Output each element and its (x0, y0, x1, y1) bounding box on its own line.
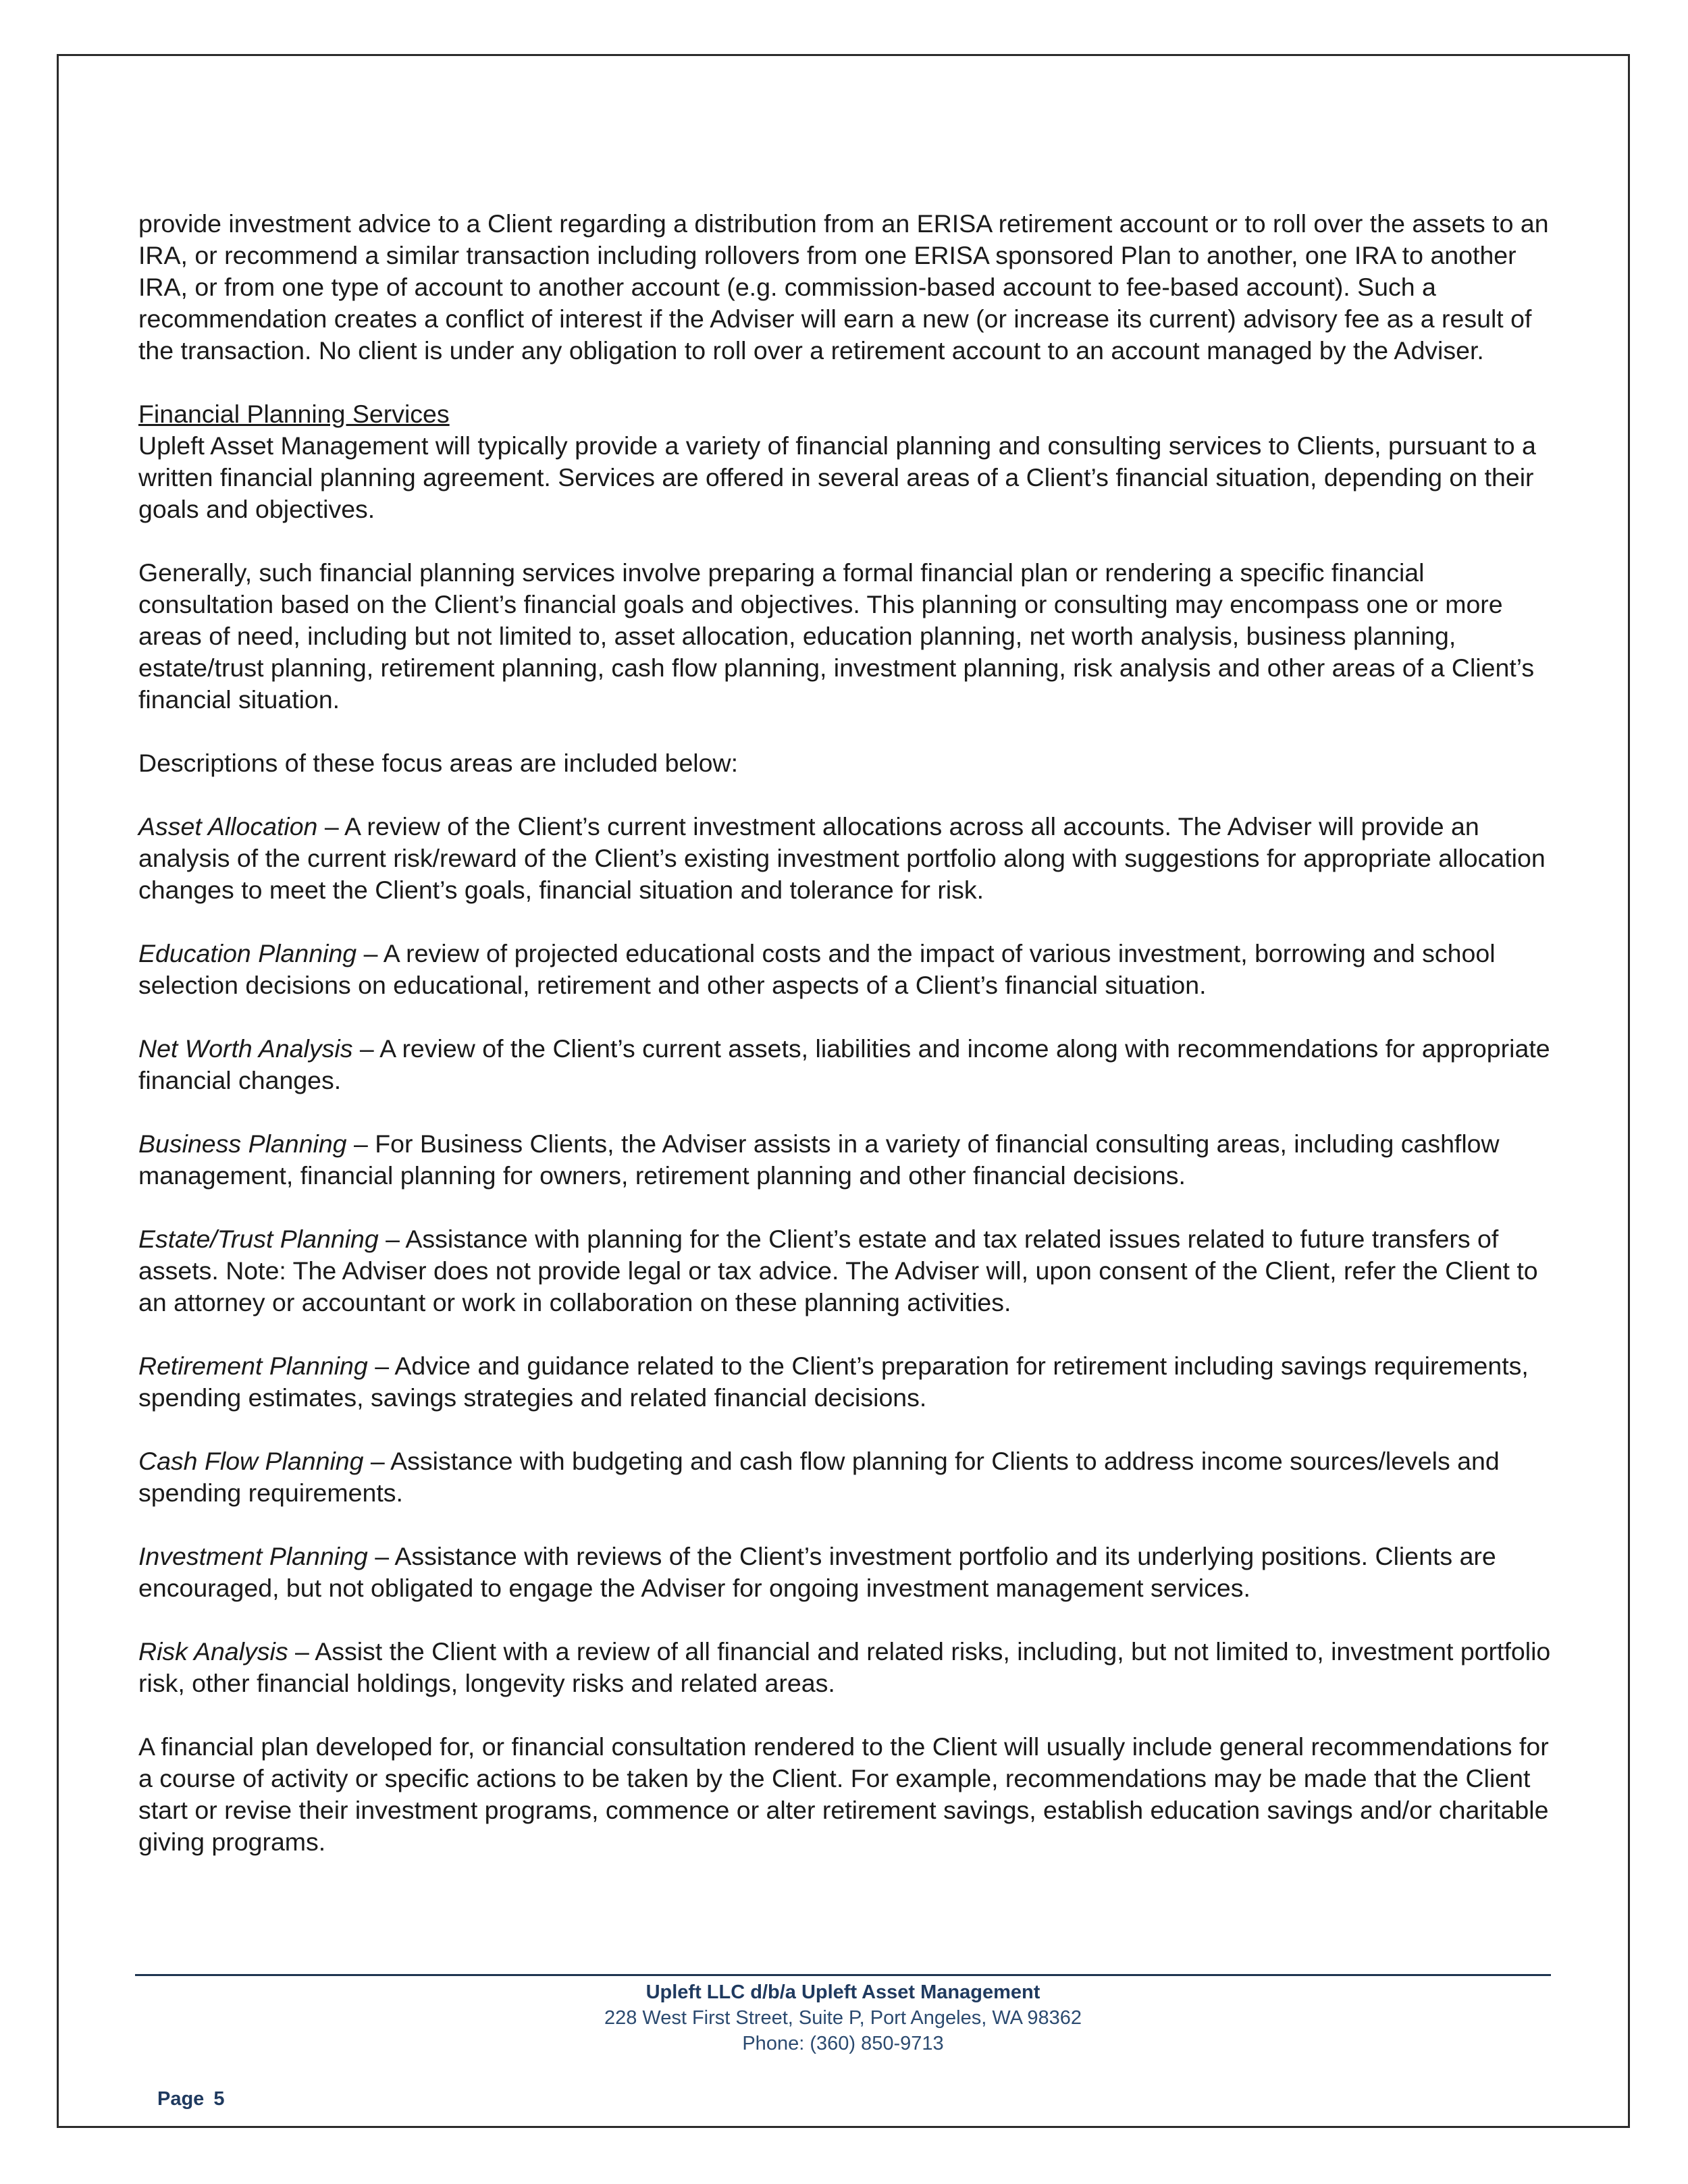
paragraph-services-overview: Generally, such financial planning services involve preparing a formal financial plan or rendering a specific financial consultation based on the Client’s financial goals and objectives. This planning or consulting may encompass one or more areas of need, including but not limited to, asset allocation, education planning, net worth analysis, business planning, estate/trust planning, retirement planning, cash flow planning, investment planning, risk analysis and other areas of a Client’s financial situation. (138, 558, 1535, 714)
section-heading: Financial Planning Services (138, 400, 450, 428)
focus-area-cash-flow-planning (138, 1445, 1556, 1509)
paragraph-erisa-rollover: provide investment advice to a Client regarding a distribution from an ERISA retirement account or to roll over the assets to an IRA, or recommend a similar transaction including rollovers from one ERISA sponsored Plan to another, one IRA to another IRA, or from one type of account to another account (e.g. commission-based account to fee-based account). Such a recommendation creates a conflict of interest if the Adviser will earn a new (or increase its current) advisory fee as a result of the transaction. No client is under any obligation to roll over a retirement account to an account managed by the Adviser. (138, 209, 1549, 365)
paragraph-focus-intro: Descriptions of these focus areas are included below: (138, 749, 738, 777)
focus-description: – Advice and guidance related to the Client’s preparation for retirement including savings requirements, spending estimates, savings strategies and related financial decisions. (138, 1352, 1529, 1412)
focus-description: – Assistance with planning for the Client’s estate and tax related issues related to future transfers of assets. Note: The Adviser does not provide legal or tax advice. The Adviser will, upon consent of the Client, refer the Client to an attorney or accountant or work in collaboration on these planning activities. (138, 1225, 1538, 1316)
focus-term: Net Worth Analysis (138, 1034, 353, 1063)
focus-term: Asset Allocation (138, 812, 318, 841)
document-body (138, 208, 1556, 1890)
focus-term: Risk Analysis (138, 1637, 288, 1666)
page-number-value: 5 (213, 2088, 225, 2110)
focus-description: – For Business Clients, the Adviser assists in a variety of financial consulting areas, including cashflow management, financial planning for owners, retirement planning and other financial decisions. (138, 1129, 1500, 1190)
focus-area-risk-analysis (138, 1636, 1556, 1699)
footer-address: 228 West First Street, Suite P, Port Angeles, WA 98362 (604, 2007, 1082, 2029)
focus-area-education-planning (138, 938, 1556, 1001)
paragraph-closing: A financial plan developed for, or financial consultation rendered to the Client will usually include general recommendations for a course of activity or specific actions to be taken by the Client. For example, recommendations may be made that the Client start or revise their investment programs, commence or alter retirement savings, establish education savings and/or charitable giving programs. (138, 1732, 1549, 1856)
focus-description: – A review of the Client’s current assets, liabilities and income along with recommendations for appropriate financial changes. (138, 1034, 1550, 1094)
section-intro: Upleft Asset Management will typically provide a variety of financial planning and consulting services to Clients, pursuant to a written financial planning agreement. Services are offered in several areas of a Client’s financial situation, depending on their goals and objectives. (138, 431, 1536, 523)
focus-term: Cash Flow Planning (138, 1447, 364, 1475)
page-number (157, 2088, 225, 2110)
footer-firm-name: Upleft LLC d/b/a Upleft Asset Management (645, 1981, 1040, 2003)
focus-description: – A review of the Client’s current investment allocations across all accounts. The Adviser will provide an analysis of the current risk/reward of the Client’s existing investment portfolio along with suggestions for appropriate allocation changes to meet the Client’s goals, financial situation and tolerance for risk. (138, 812, 1546, 904)
focus-description: – A review of projected educational costs and the impact of various investment, borrowing and school selection decisions on educational, retirement and other aspects of a Client’s financial situation. (138, 939, 1496, 999)
focus-area-investment-planning (138, 1541, 1556, 1604)
focus-area-business-planning (138, 1128, 1556, 1192)
footer-phone: Phone: (360) 850-9713 (742, 2033, 944, 2054)
focus-area-asset-allocation (138, 811, 1556, 906)
focus-area-estate-trust-planning (138, 1223, 1556, 1319)
focus-description: – Assist the Client with a review of all financial and related risks, including, but not limited to, investment portfolio risk, other financial holdings, longevity risks and related areas. (138, 1637, 1551, 1697)
financial-planning-section (138, 398, 1556, 525)
footer-divider (135, 1974, 1551, 1976)
focus-area-net-worth-analysis (138, 1033, 1556, 1096)
focus-term: Estate/Trust Planning (138, 1225, 379, 1253)
focus-term: Business Planning (138, 1129, 347, 1158)
focus-description: – Assistance with budgeting and cash flow planning for Clients to address income sources/levels and spending requirements. (138, 1447, 1500, 1507)
focus-term: Retirement Planning (138, 1352, 368, 1380)
focus-term: Education Planning (138, 939, 357, 967)
focus-area-retirement-planning (138, 1350, 1556, 1414)
page-label: Page (157, 2088, 205, 2110)
footer (135, 1979, 1551, 2056)
focus-description: – Assistance with reviews of the Client’s investment portfolio and its underlying positions. Clients are encouraged, but not obligated to engage the Adviser for ongoing investment management services. (138, 1542, 1496, 1602)
focus-term: Investment Planning (138, 1542, 368, 1570)
